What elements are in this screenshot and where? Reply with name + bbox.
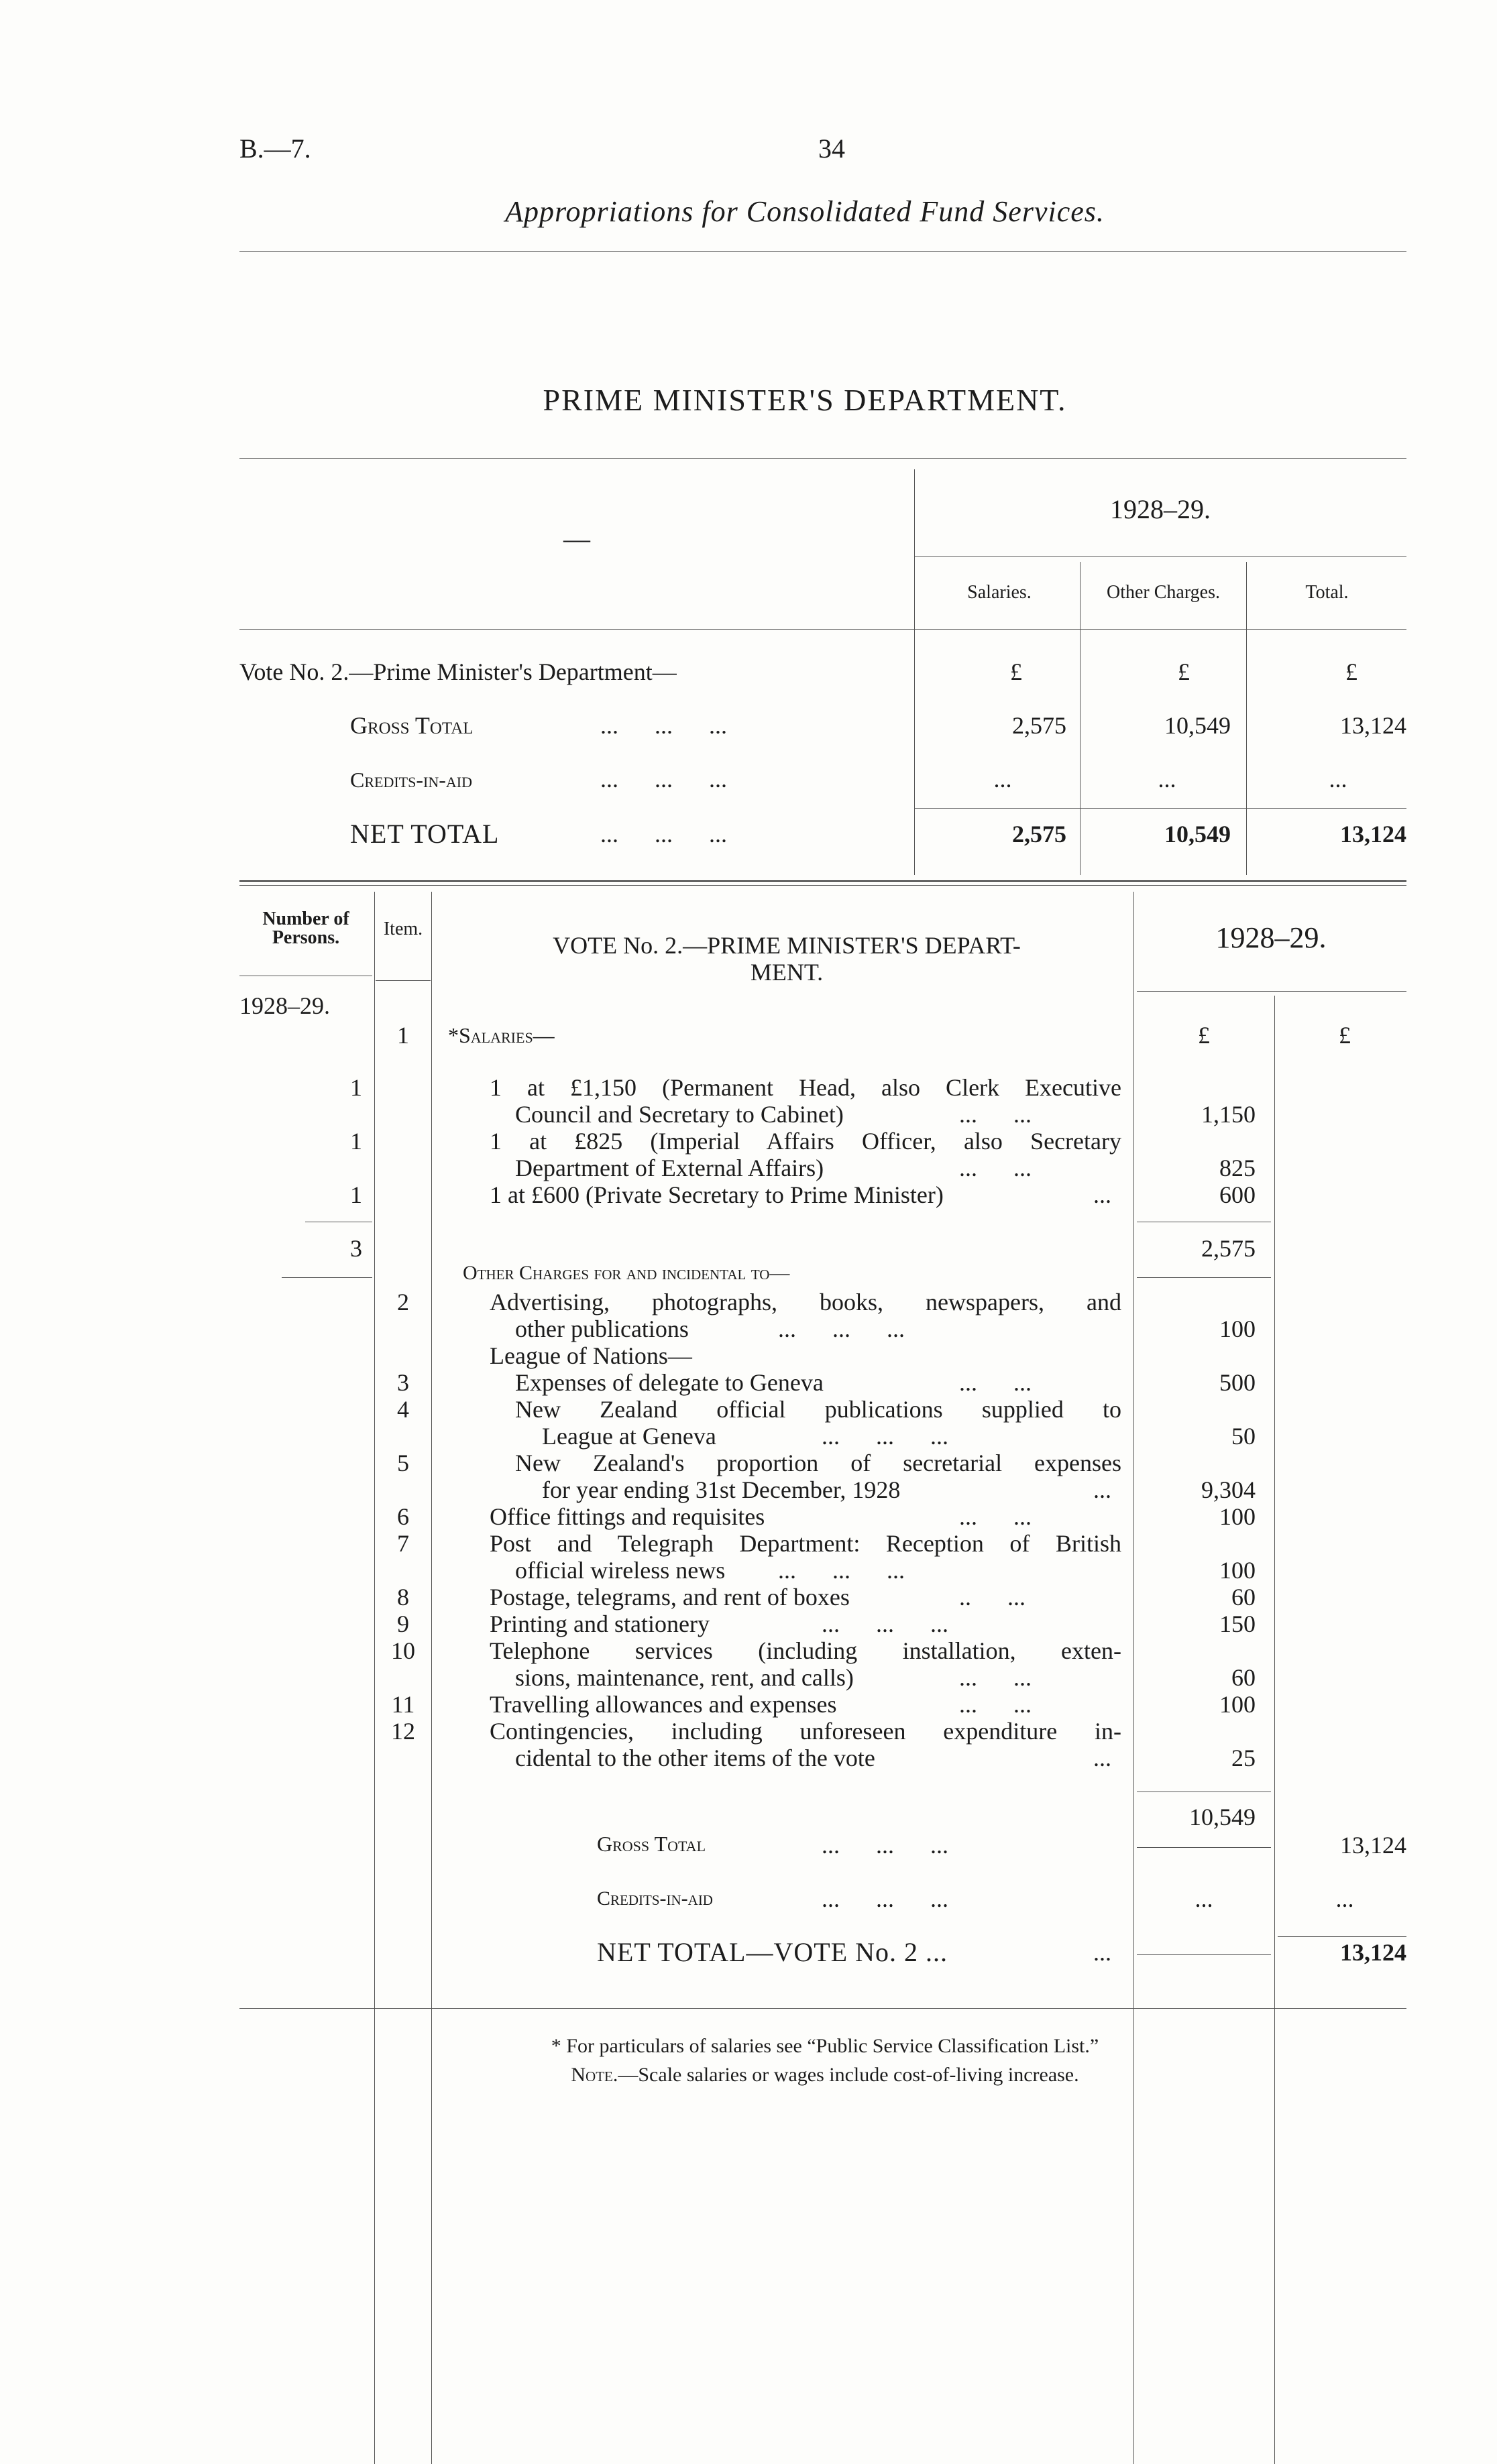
- charge-amount: 25: [1231, 1745, 1256, 1771]
- charge-line: New Zealand's proportion of secretarial expenses: [515, 1450, 1121, 1476]
- page-number: 34: [818, 133, 845, 164]
- item-number: 11: [391, 1691, 415, 1718]
- charge-line: Contingencies, including unforeseen expenditure in-: [490, 1718, 1121, 1745]
- charge-line: Printing and stationery: [490, 1610, 710, 1637]
- col-other-charges: Other Charges.: [1107, 582, 1220, 603]
- charge-line: for year ending 31st December, 1928: [542, 1476, 901, 1503]
- summary-net-total: 13,124: [1340, 821, 1406, 847]
- detail-year: 1928–29.: [1215, 921, 1327, 954]
- summary-credits-salaries: ...: [993, 766, 1012, 793]
- salary-amount: 600: [1219, 1181, 1256, 1208]
- currency-salaries: £: [1010, 658, 1022, 685]
- charge-subheading: League of Nations—: [490, 1342, 692, 1369]
- footnote-note: [268, 2064, 1382, 2087]
- charge-amount: 150: [1219, 1610, 1256, 1637]
- item-number: 12: [391, 1718, 415, 1745]
- charge-line: Advertising, photographs, books, newspapers, and: [490, 1289, 1121, 1315]
- charge-amount: 100: [1219, 1691, 1256, 1718]
- vote-title-line2: MENT.: [750, 959, 824, 986]
- summary-dash: —: [563, 524, 590, 554]
- summary-net-dots: ... ... ...: [600, 821, 727, 847]
- charge-line: Postage, telegrams, and rent of boxes: [490, 1584, 850, 1610]
- charge-line: cidental to the other items of the vote: [515, 1745, 875, 1771]
- footnote-salaries: * For particulars of salaries see “Public Service Classification List.”: [551, 2035, 1099, 2057]
- salaries-item-number: 1: [397, 1022, 409, 1049]
- summary-year: 1928–29.: [1110, 494, 1211, 524]
- persons-year: 1928–29.: [239, 992, 330, 1019]
- summary-credits-other: ...: [1158, 766, 1176, 793]
- salary-line: Department of External Affairs): [515, 1155, 824, 1181]
- col-number-of-persons: Number of Persons.: [262, 908, 349, 948]
- detail-currency-1: £: [1198, 1022, 1210, 1049]
- department-title: PRIME MINISTER'S DEPARTMENT.: [543, 383, 1067, 417]
- summary-gross-dots: ... ... ...: [600, 712, 727, 739]
- credits-in-aid-label: Credits-in-aid: [597, 1887, 713, 1910]
- charge-line: official wireless news: [515, 1557, 726, 1584]
- summary-gross-label: Gross Total: [350, 712, 474, 739]
- item-number: 2: [397, 1289, 409, 1315]
- net-total-label: NET TOTAL—VOTE No. 2 ...: [597, 1937, 948, 1967]
- salary-amount: 825: [1219, 1155, 1256, 1181]
- currency-other: £: [1178, 658, 1190, 685]
- item-number: 6: [397, 1503, 409, 1530]
- charge-line: League at Geneva: [542, 1423, 716, 1450]
- charge-dots: ... ...: [959, 1503, 1032, 1530]
- item-number: 7: [397, 1530, 409, 1557]
- charge-line: New Zealand official publications supplied to: [515, 1396, 1121, 1423]
- charge-amount: 60: [1231, 1584, 1256, 1610]
- footnote-note-text: —Scale salaries or wages include cost-of-living increase.: [618, 2064, 1079, 2086]
- charge-dots: ... ... ...: [778, 1315, 905, 1342]
- summary-net-label: NET TOTAL: [350, 819, 500, 849]
- gross-total-dots: ... ... ...: [822, 1832, 948, 1859]
- charge-amount: 100: [1219, 1503, 1256, 1530]
- charge-line: Travelling allowances and expenses: [490, 1691, 837, 1718]
- salary-dots: ... ...: [959, 1155, 1032, 1181]
- summary-gross-salaries: 2,575: [1012, 712, 1066, 739]
- item-number: 4: [397, 1396, 409, 1423]
- header-rule: [239, 251, 1406, 252]
- charge-amount: 60: [1231, 1664, 1256, 1691]
- gross-total-value: 13,124: [1340, 1832, 1406, 1859]
- charge-amount: 9,304: [1201, 1476, 1256, 1503]
- charge-line: Telephone services (including installation, exten-: [490, 1637, 1121, 1664]
- net-total-dots: ...: [1093, 1939, 1111, 1966]
- summary-credits-total: ...: [1329, 766, 1347, 793]
- charge-dots: .. ...: [959, 1584, 1025, 1610]
- other-charges-heading: Other Charges for and incidental to—: [463, 1262, 790, 1284]
- salary-dots: ... ...: [959, 1101, 1032, 1128]
- other-charges-total: 10,549: [1189, 1804, 1256, 1830]
- detail-currency-2: £: [1339, 1022, 1351, 1049]
- credits-in-aid-value-1: ...: [1195, 1885, 1213, 1912]
- item-number: 9: [397, 1610, 409, 1637]
- charge-amount: 50: [1231, 1423, 1256, 1450]
- summary-credits-dots: ... ... ...: [600, 766, 727, 793]
- charge-dots: ... ...: [959, 1369, 1032, 1396]
- net-total-value: 13,124: [1340, 1939, 1406, 1966]
- item-number: 3: [397, 1369, 409, 1396]
- charge-dots: ... ... ...: [822, 1610, 948, 1637]
- footnote-note-label: Note.: [571, 2064, 618, 2086]
- charge-dots: ... ... ...: [822, 1423, 948, 1450]
- col-item: Item.: [383, 919, 423, 939]
- page-title: Appropriations for Consolidated Fund Services.: [505, 195, 1105, 228]
- charge-dots: ... ...: [959, 1691, 1032, 1718]
- summary-credits-label: Credits-in-aid: [350, 768, 472, 792]
- summary-gross-other: 10,549: [1164, 712, 1231, 739]
- salary-dots: ...: [1093, 1181, 1111, 1208]
- item-number: 5: [397, 1450, 409, 1476]
- gross-total-label: Gross Total: [597, 1832, 706, 1856]
- summary-net-salaries: 2,575: [1012, 821, 1066, 847]
- salary-line: 1 at £600 (Private Secretary to Prime Minister): [490, 1181, 944, 1208]
- salaries-heading: *Salaries—: [448, 1023, 555, 1047]
- summary-vote-label: Vote No. 2.—Prime Minister's Department—: [239, 658, 677, 685]
- item-number: 8: [397, 1584, 409, 1610]
- salary-line: Council and Secretary to Cabinet): [515, 1101, 844, 1128]
- salary-persons: 1: [350, 1074, 362, 1101]
- summary-gross-total: 13,124: [1340, 712, 1406, 739]
- charge-dots: ... ...: [959, 1664, 1032, 1691]
- vote-title-line1: VOTE No. 2.—PRIME MINISTER'S DEPART-: [553, 932, 1021, 959]
- item-number: 10: [391, 1637, 415, 1664]
- charge-dots: ...: [1093, 1745, 1111, 1771]
- charge-line: Post and Telegraph Department: Reception of British: [490, 1530, 1121, 1557]
- salary-line: 1 at £1,150 (Permanent Head, also Clerk Executive: [490, 1074, 1121, 1101]
- currency-total: £: [1345, 658, 1357, 685]
- summary-net-other: 10,549: [1164, 821, 1231, 847]
- col-total: Total.: [1305, 582, 1349, 603]
- charge-amount: 500: [1219, 1369, 1256, 1396]
- persons-total: 3: [350, 1235, 362, 1262]
- charge-amount: 100: [1219, 1557, 1256, 1584]
- salary-amount: 1,150: [1201, 1101, 1256, 1128]
- salary-persons: 1: [350, 1128, 362, 1155]
- credits-in-aid-dots: ... ... ...: [822, 1885, 948, 1912]
- charge-amount: 100: [1219, 1315, 1256, 1342]
- charge-dots: ...: [1093, 1476, 1111, 1503]
- col-salaries: Salaries.: [967, 582, 1032, 603]
- salary-persons: 1: [350, 1181, 362, 1208]
- credits-in-aid-value-2: ...: [1335, 1885, 1354, 1912]
- charge-line: Expenses of delegate to Geneva: [515, 1369, 824, 1396]
- salaries-total: 2,575: [1201, 1235, 1256, 1262]
- charge-line: other publications: [515, 1315, 689, 1342]
- salary-line: 1 at £825 (Imperial Affairs Officer, also Secretary: [490, 1128, 1121, 1155]
- charge-line: sions, maintenance, rent, and calls): [515, 1664, 854, 1691]
- charge-dots: ... ... ...: [778, 1557, 905, 1584]
- charge-line: Office fittings and requisites: [490, 1503, 765, 1530]
- document-reference: B.—7.: [239, 133, 311, 164]
